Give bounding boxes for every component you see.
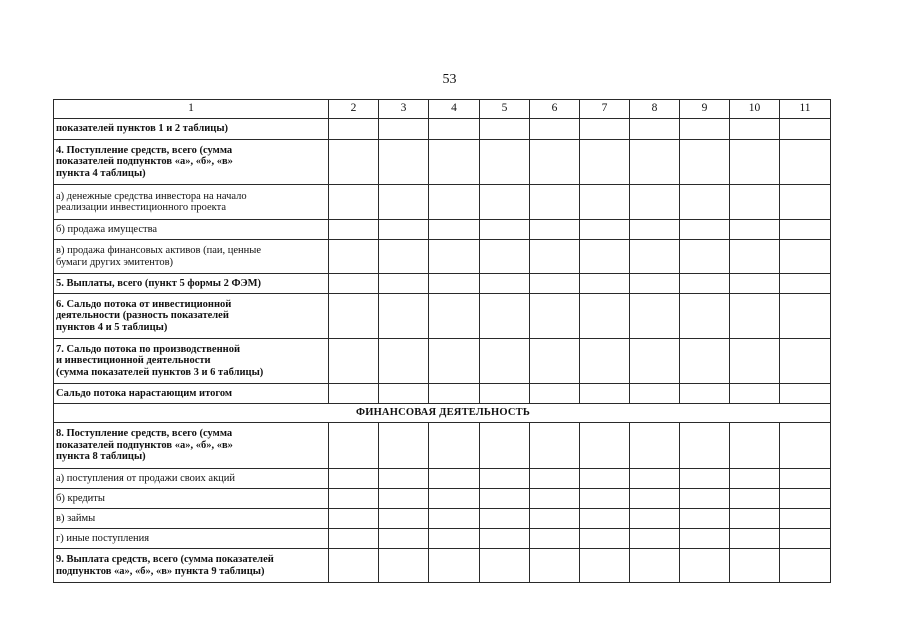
empty-cell [680, 119, 730, 140]
empty-cell [780, 384, 831, 404]
empty-cell [379, 384, 429, 404]
column-header-9: 9 [680, 100, 730, 119]
empty-cell [429, 185, 480, 220]
empty-cell [580, 294, 630, 339]
empty-cell [530, 509, 580, 529]
empty-cell [680, 423, 730, 469]
empty-cell [630, 549, 680, 583]
table-header-row [54, 100, 831, 119]
table-row [54, 220, 831, 240]
column-header-1: 1 [54, 100, 329, 119]
table-row [54, 489, 831, 509]
empty-cell [379, 274, 429, 294]
empty-cell [429, 274, 480, 294]
empty-cell [630, 220, 680, 240]
row-label: в) продажа финансовых активов (паи, ценные бумаги других эмитентов) [54, 240, 329, 274]
empty-cell [730, 509, 780, 529]
empty-cell [530, 549, 580, 583]
empty-cell [730, 469, 780, 489]
empty-cell [780, 489, 831, 509]
empty-cell [780, 240, 831, 274]
empty-cell [530, 220, 580, 240]
row-label: 8. Поступление средств, всего (сумма показателей подпунктов «а», «б», «в» пункта 8 таблицы) [54, 423, 329, 469]
column-header-2: 2 [329, 100, 379, 119]
empty-cell [580, 339, 630, 384]
column-header-11: 11 [780, 100, 831, 119]
empty-cell [730, 489, 780, 509]
empty-cell [630, 140, 680, 185]
table-row [54, 529, 831, 549]
section-title: ФИНАНСОВАЯ ДЕЯТЕЛЬНОСТЬ [54, 404, 831, 423]
table-row [54, 384, 831, 404]
empty-cell [580, 509, 630, 529]
empty-cell [480, 339, 530, 384]
empty-cell [480, 509, 530, 529]
empty-cell [329, 274, 379, 294]
empty-cell [379, 529, 429, 549]
empty-cell [680, 240, 730, 274]
empty-cell [680, 509, 730, 529]
empty-cell [329, 489, 379, 509]
empty-cell [730, 529, 780, 549]
column-header-4: 4 [429, 100, 480, 119]
empty-cell [379, 240, 429, 274]
empty-cell [480, 220, 530, 240]
column-header-6: 6 [530, 100, 580, 119]
empty-cell [429, 119, 480, 140]
row-label: показателей пунктов 1 и 2 таблицы) [54, 119, 329, 140]
empty-cell [730, 119, 780, 140]
empty-cell [630, 274, 680, 294]
empty-cell [680, 529, 730, 549]
table-row [54, 549, 831, 583]
empty-cell [429, 140, 480, 185]
table-row [54, 469, 831, 489]
empty-cell [429, 294, 480, 339]
empty-cell [780, 549, 831, 583]
table-row [54, 509, 831, 529]
empty-cell [379, 469, 429, 489]
empty-cell [530, 185, 580, 220]
empty-cell [730, 423, 780, 469]
empty-cell [429, 384, 480, 404]
row-label: 9. Выплата средств, всего (сумма показателей подпунктов «а», «б», «в» пункта 9 таблицы) [54, 549, 329, 583]
row-label: 6. Сальдо потока от инвестиционной деятельности (разность показателей пунктов 4 и 5 таблицы) [54, 294, 329, 339]
empty-cell [680, 140, 730, 185]
table-body [54, 100, 831, 583]
empty-cell [329, 339, 379, 384]
empty-cell [780, 220, 831, 240]
empty-cell [730, 140, 780, 185]
column-header-7: 7 [580, 100, 630, 119]
empty-cell [730, 339, 780, 384]
empty-cell [730, 220, 780, 240]
table-row [54, 339, 831, 384]
empty-cell [780, 469, 831, 489]
empty-cell [780, 274, 831, 294]
empty-cell [730, 384, 780, 404]
empty-cell [780, 529, 831, 549]
empty-cell [530, 469, 580, 489]
empty-cell [630, 119, 680, 140]
empty-cell [429, 509, 480, 529]
empty-cell [329, 423, 379, 469]
empty-cell [680, 469, 730, 489]
empty-cell [630, 469, 680, 489]
empty-cell [680, 339, 730, 384]
empty-cell [379, 185, 429, 220]
empty-cell [630, 294, 680, 339]
empty-cell [329, 294, 379, 339]
row-label: б) кредиты [54, 489, 329, 509]
empty-cell [480, 489, 530, 509]
empty-cell [480, 549, 530, 583]
row-label: Сальдо потока нарастающим итогом [54, 384, 329, 404]
table-row [54, 274, 831, 294]
empty-cell [480, 274, 530, 294]
empty-cell [530, 274, 580, 294]
empty-cell [580, 549, 630, 583]
empty-cell [780, 140, 831, 185]
empty-cell [379, 509, 429, 529]
empty-cell [329, 384, 379, 404]
table-row [54, 240, 831, 274]
empty-cell [580, 423, 630, 469]
empty-cell [480, 529, 530, 549]
empty-cell [630, 509, 680, 529]
empty-cell [630, 384, 680, 404]
empty-cell [429, 529, 480, 549]
table-row [54, 185, 831, 220]
row-label: а) денежные средства инвестора на начало реализации инвестиционного проекта [54, 185, 329, 220]
empty-cell [630, 423, 680, 469]
empty-cell [480, 423, 530, 469]
empty-cell [429, 489, 480, 509]
empty-cell [379, 119, 429, 140]
empty-cell [379, 140, 429, 185]
empty-cell [480, 140, 530, 185]
empty-cell [730, 549, 780, 583]
column-header-8: 8 [630, 100, 680, 119]
empty-cell [379, 220, 429, 240]
empty-cell [379, 423, 429, 469]
empty-cell [630, 185, 680, 220]
empty-cell [329, 185, 379, 220]
empty-cell [680, 549, 730, 583]
table-row [54, 294, 831, 339]
empty-cell [730, 294, 780, 339]
empty-cell [680, 220, 730, 240]
empty-cell [429, 423, 480, 469]
empty-cell [630, 489, 680, 509]
empty-cell [329, 549, 379, 583]
empty-cell [630, 529, 680, 549]
column-header-5: 5 [480, 100, 530, 119]
empty-cell [329, 140, 379, 185]
empty-cell [480, 119, 530, 140]
empty-cell [329, 119, 379, 140]
empty-cell [530, 240, 580, 274]
empty-cell [530, 384, 580, 404]
empty-cell [480, 384, 530, 404]
cash-flow-table [53, 99, 831, 583]
empty-cell [580, 220, 630, 240]
empty-cell [530, 339, 580, 384]
empty-cell [580, 119, 630, 140]
empty-cell [680, 274, 730, 294]
section-header-row [54, 404, 831, 423]
empty-cell [580, 469, 630, 489]
empty-cell [780, 294, 831, 339]
empty-cell [429, 549, 480, 583]
row-label: 4. Поступление средств, всего (сумма показателей подпунктов «а», «б», «в» пункта 4 таблицы) [54, 140, 329, 185]
table-row [54, 423, 831, 469]
empty-cell [680, 185, 730, 220]
empty-cell [429, 240, 480, 274]
table-row [54, 140, 831, 185]
empty-cell [379, 489, 429, 509]
empty-cell [580, 529, 630, 549]
empty-cell [780, 185, 831, 220]
empty-cell [680, 384, 730, 404]
empty-cell [780, 423, 831, 469]
empty-cell [530, 140, 580, 185]
empty-cell [580, 185, 630, 220]
empty-cell [429, 469, 480, 489]
empty-cell [530, 294, 580, 339]
empty-cell [379, 339, 429, 384]
empty-cell [680, 489, 730, 509]
empty-cell [580, 489, 630, 509]
empty-cell [429, 339, 480, 384]
empty-cell [730, 185, 780, 220]
empty-cell [580, 384, 630, 404]
empty-cell [379, 294, 429, 339]
empty-cell [780, 119, 831, 140]
column-header-10: 10 [730, 100, 780, 119]
row-label: в) займы [54, 509, 329, 529]
empty-cell [780, 509, 831, 529]
empty-cell [379, 549, 429, 583]
empty-cell [530, 119, 580, 140]
page-number: 53 [442, 72, 457, 87]
empty-cell [329, 240, 379, 274]
empty-cell [480, 240, 530, 274]
empty-cell [680, 294, 730, 339]
empty-cell [329, 220, 379, 240]
empty-cell [329, 469, 379, 489]
empty-cell [480, 469, 530, 489]
empty-cell [780, 339, 831, 384]
empty-cell [530, 489, 580, 509]
column-header-3: 3 [379, 100, 429, 119]
empty-cell [630, 240, 680, 274]
empty-cell [329, 509, 379, 529]
table-row [54, 119, 831, 140]
empty-cell [530, 529, 580, 549]
row-label: 5. Выплаты, всего (пункт 5 формы 2 ФЭМ) [54, 274, 329, 294]
empty-cell [329, 529, 379, 549]
empty-cell [580, 140, 630, 185]
empty-cell [580, 274, 630, 294]
empty-cell [730, 274, 780, 294]
empty-cell [630, 339, 680, 384]
empty-cell [480, 294, 530, 339]
row-label: г) иные поступления [54, 529, 329, 549]
row-label: 7. Сальдо потока по производственной и инвестиционной деятельности (сумма показателей пунктов 3 и 6 таблицы) [54, 339, 329, 384]
row-label: а) поступления от продажи своих акций [54, 469, 329, 489]
empty-cell [730, 240, 780, 274]
empty-cell [429, 220, 480, 240]
empty-cell [580, 240, 630, 274]
row-label: б) продажа имущества [54, 220, 329, 240]
empty-cell [480, 185, 530, 220]
empty-cell [530, 423, 580, 469]
